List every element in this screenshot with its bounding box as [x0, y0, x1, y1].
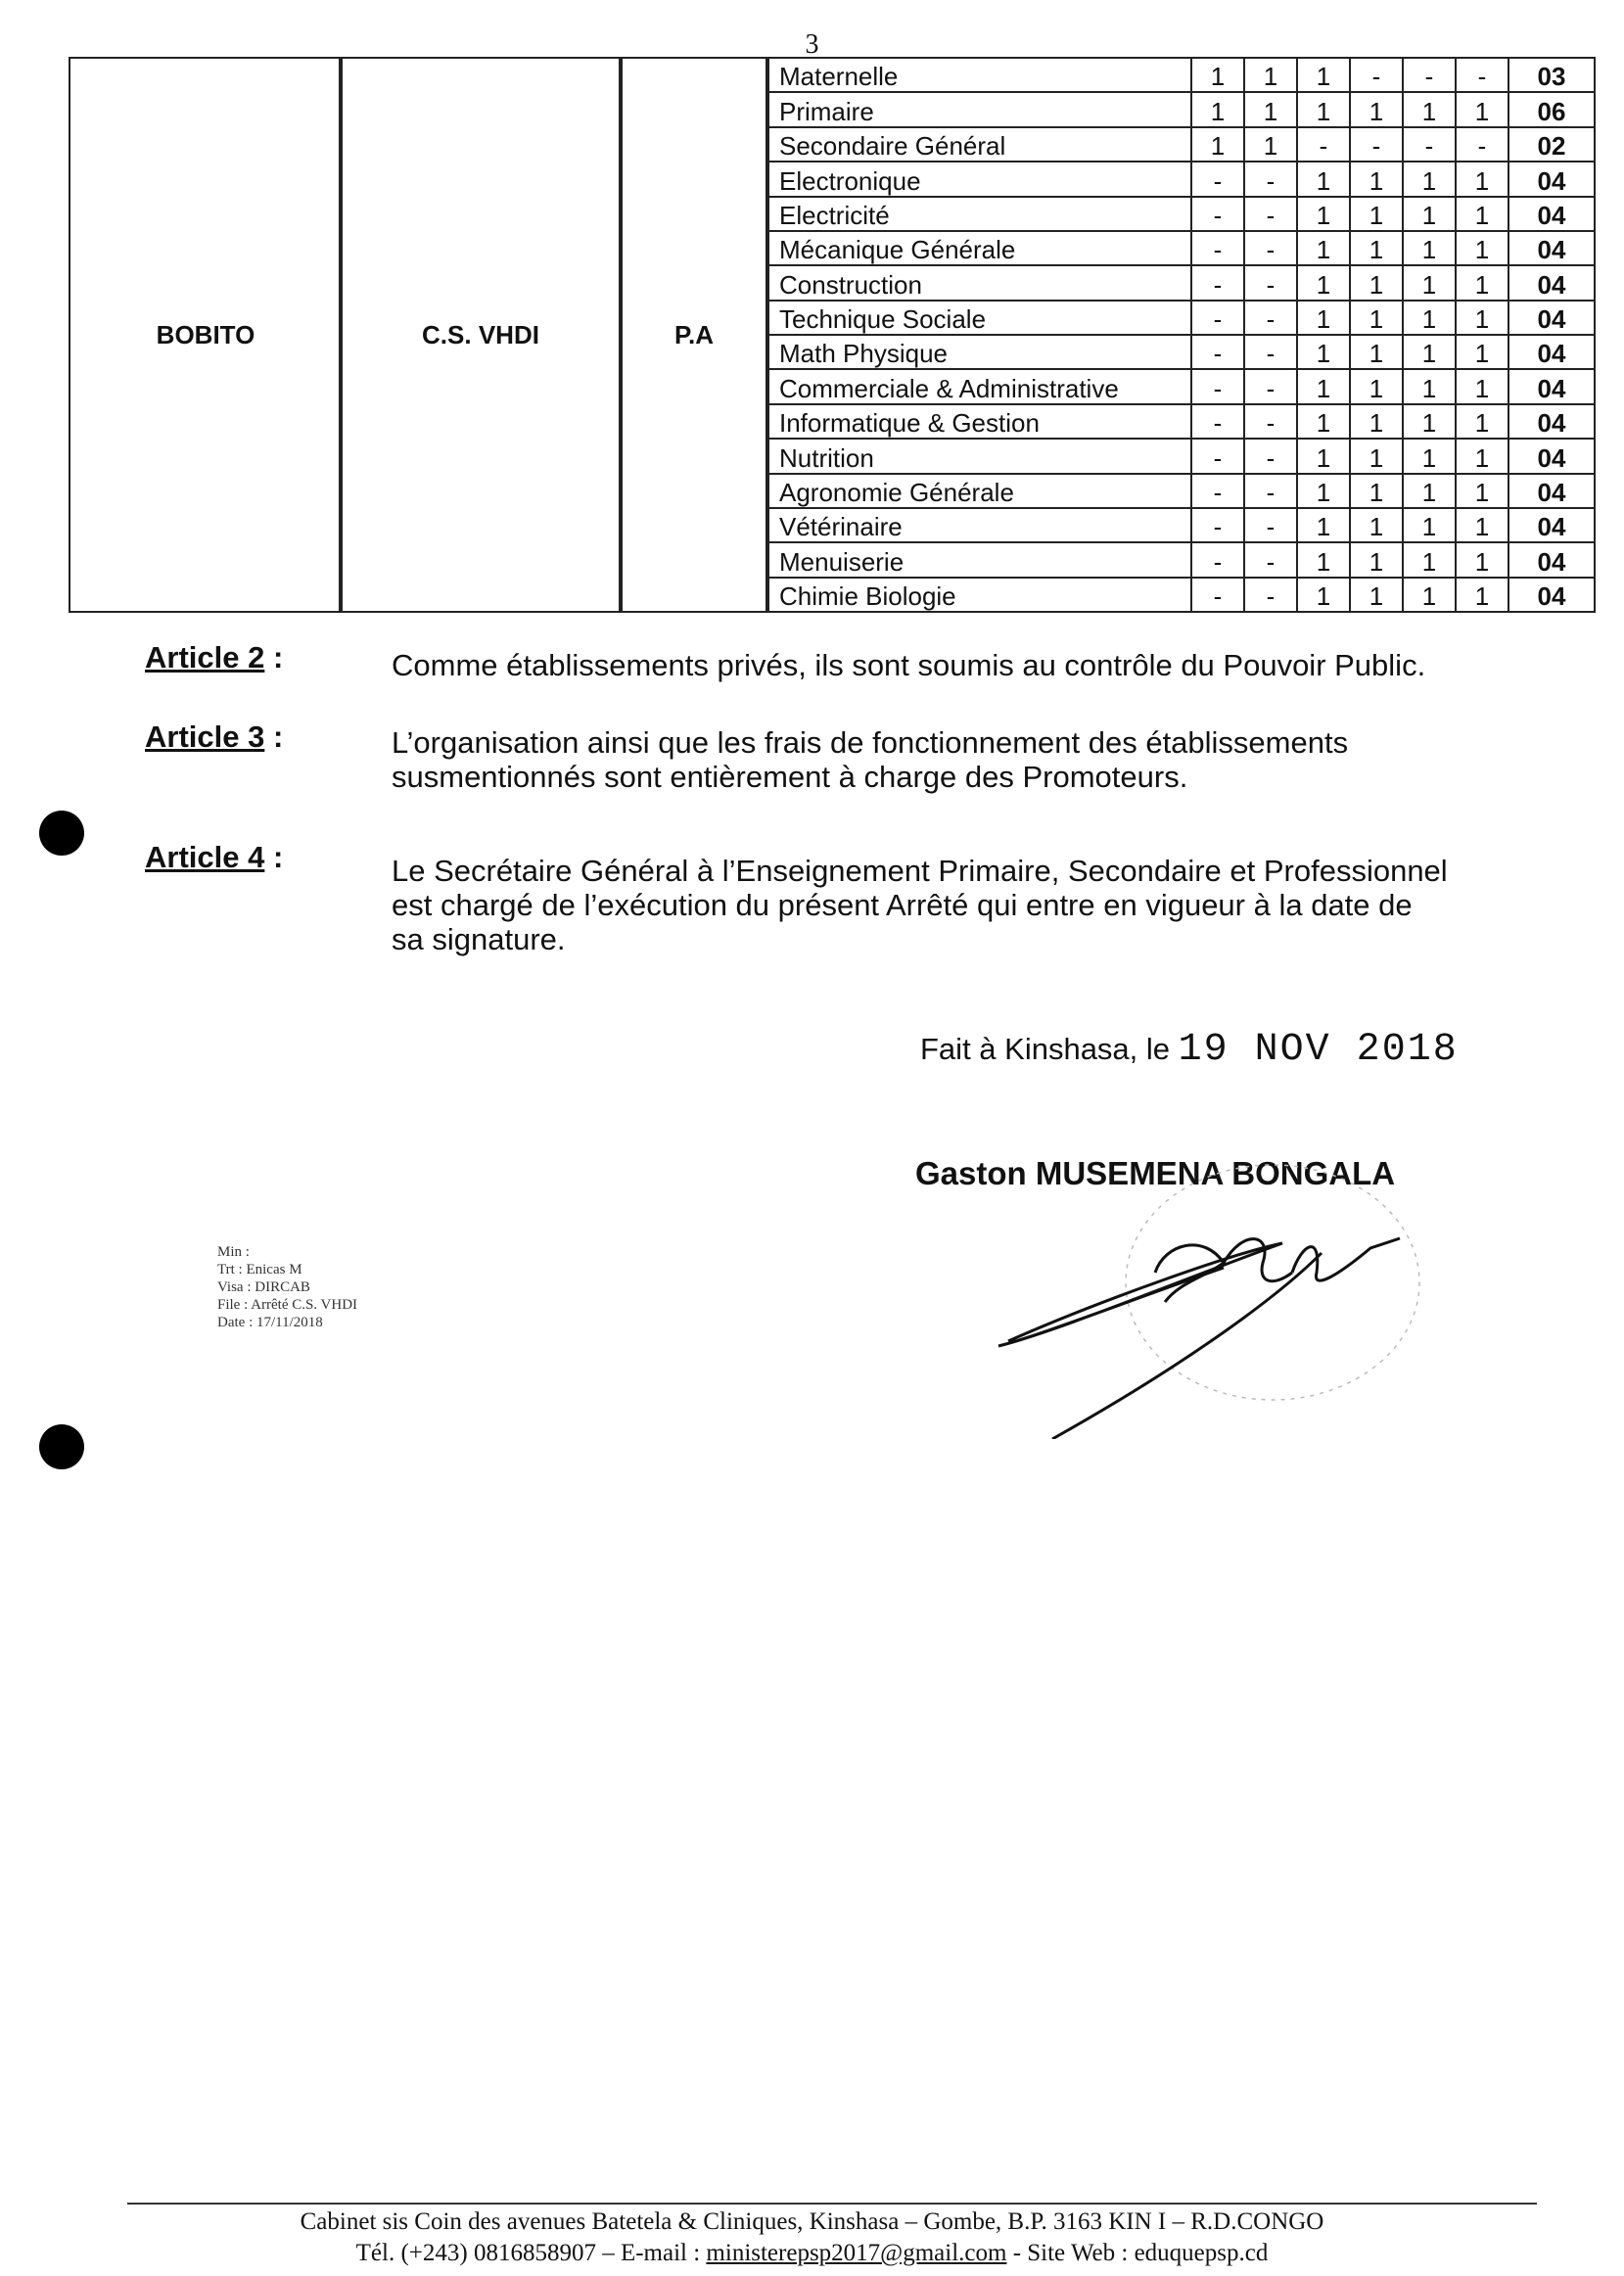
class-count: 1 [1297, 231, 1350, 265]
signoff-place: Fait à Kinshasa, le [920, 1032, 1171, 1066]
class-count: 1 [1403, 542, 1456, 577]
option-name: Agronomie Générale [766, 474, 1191, 508]
option-total: 04 [1508, 265, 1595, 300]
option-name: Nutrition [766, 439, 1191, 473]
class-count: 1 [1350, 162, 1403, 196]
class-count: 1 [1297, 542, 1350, 577]
option-total: 04 [1508, 335, 1595, 369]
footer-email-link[interactable]: ministerepsp2017@gmail.com [706, 2240, 1007, 2266]
class-count: - [1244, 439, 1297, 473]
table-row [766, 439, 1595, 473]
class-count: 1 [1350, 369, 1403, 403]
class-count: - [1244, 369, 1297, 403]
class-count: - [1191, 439, 1244, 473]
option-name: Construction [766, 265, 1191, 300]
class-count: - [1350, 58, 1403, 92]
class-count: 1 [1456, 301, 1508, 335]
option-total: 04 [1508, 301, 1595, 335]
class-count: 1 [1350, 542, 1403, 577]
class-count: 1 [1244, 127, 1297, 162]
binder-hole-top [39, 811, 84, 856]
option-total: 04 [1508, 404, 1595, 439]
option-total: 04 [1508, 542, 1595, 577]
class-count: 1 [1244, 58, 1297, 92]
class-count: 1 [1297, 197, 1350, 231]
class-count: 1 [1456, 197, 1508, 231]
option-name: Electronique [766, 162, 1191, 196]
option-total: 04 [1508, 474, 1595, 508]
class-count: - [1191, 265, 1244, 300]
class-count: - [1191, 197, 1244, 231]
footer-address: Cabinet sis Coin des avenues Batetela & Cliniques, Kinshasa – Gombe, B.P. 3163 KIN I – R.D.CONGO [300, 2208, 1324, 2235]
class-count: - [1297, 127, 1350, 162]
class-count: - [1191, 474, 1244, 508]
class-count: 1 [1350, 92, 1403, 126]
class-count: 1 [1350, 335, 1403, 369]
class-count: 1 [1403, 578, 1456, 612]
status-cell [619, 57, 769, 613]
class-count: - [1191, 578, 1244, 612]
article-3-text: L’organisation ainsi que les frais de fonctionnement des établissements susmentionnés sont entièrement à charge des Promoteurs. [392, 725, 1349, 794]
class-count: 1 [1403, 92, 1456, 126]
class-count: 1 [1403, 439, 1456, 473]
class-count: - [1191, 301, 1244, 335]
status-label: P.A [674, 319, 714, 349]
option-name: Secondaire Général [766, 127, 1191, 162]
footer-divider [127, 2203, 1537, 2205]
class-count: - [1244, 508, 1297, 542]
class-count: - [1191, 162, 1244, 196]
class-count: 1 [1403, 162, 1456, 196]
class-count: - [1191, 508, 1244, 542]
option-name: Commerciale & Administrative [766, 369, 1191, 403]
table-row [766, 197, 1595, 231]
class-count: 1 [1350, 265, 1403, 300]
class-count: - [1350, 127, 1403, 162]
school-label: C.S. VHDI [422, 319, 539, 349]
option-name: Electricité [766, 197, 1191, 231]
class-count: 1 [1191, 92, 1244, 126]
class-count: 1 [1456, 265, 1508, 300]
class-count: 1 [1456, 508, 1508, 542]
table-row [766, 301, 1595, 335]
locality-label: BOBITO [156, 319, 255, 349]
class-count: 1 [1297, 369, 1350, 403]
class-count: - [1244, 578, 1297, 612]
footer-contact: Tél. (+243) 0816858907 – E-mail : ministerepsp2017@gmail.com - Site Web : eduquepsp.cd [355, 2240, 1269, 2266]
school-options-table [69, 57, 1596, 613]
option-total: 04 [1508, 508, 1595, 542]
class-count: 1 [1350, 301, 1403, 335]
signatory-name: Gaston MUSEMENA BONGALA [915, 1155, 1396, 1191]
class-count: - [1244, 542, 1297, 577]
article-2-label: Article 2 : [145, 640, 284, 674]
locality-cell [69, 57, 343, 613]
class-count: - [1244, 404, 1297, 439]
table-row [766, 335, 1595, 369]
option-name: Math Physique [766, 335, 1191, 369]
class-count: - [1191, 335, 1244, 369]
table-row [766, 162, 1595, 196]
class-count: 1 [1403, 231, 1456, 265]
class-count: - [1191, 369, 1244, 403]
option-total: 02 [1508, 127, 1595, 162]
table-row [766, 265, 1595, 300]
class-count: - [1191, 231, 1244, 265]
class-count: - [1191, 542, 1244, 577]
class-count: 1 [1350, 474, 1403, 508]
class-count: 1 [1403, 508, 1456, 542]
class-count: - [1403, 58, 1456, 92]
table-row [766, 127, 1595, 162]
class-count: - [1456, 58, 1508, 92]
option-name: Vétérinaire [766, 508, 1191, 542]
class-count: - [1244, 335, 1297, 369]
class-count: 1 [1191, 58, 1244, 92]
article-4-label: Article 4 : [145, 840, 284, 874]
class-count: 1 [1244, 92, 1297, 126]
class-count: 1 [1297, 335, 1350, 369]
class-count: 1 [1456, 335, 1508, 369]
class-count: - [1244, 265, 1297, 300]
class-count: - [1244, 162, 1297, 196]
school-cell [339, 57, 623, 613]
class-count: - [1244, 301, 1297, 335]
article-4-text: Le Secrétaire Général à l’Enseignement Primaire, Secondaire et Professionnel est chargé de l’exécution du présent Arrêté qui entre en vigueur à la date de sa signature. [392, 854, 1448, 956]
binder-hole-bottom [39, 1424, 84, 1469]
option-total: 04 [1508, 439, 1595, 473]
class-count: - [1456, 127, 1508, 162]
table-row [766, 58, 1595, 92]
class-count: 1 [1297, 439, 1350, 473]
class-count: 1 [1456, 542, 1508, 577]
option-name: Informatique & Gestion [766, 404, 1191, 439]
class-count: 1 [1456, 439, 1508, 473]
class-count: 1 [1297, 474, 1350, 508]
option-total: 04 [1508, 369, 1595, 403]
table-row [766, 542, 1595, 577]
option-total: 03 [1508, 58, 1595, 92]
class-count: - [1244, 474, 1297, 508]
class-count: 1 [1297, 404, 1350, 439]
class-count: 1 [1403, 404, 1456, 439]
table-row [766, 508, 1595, 542]
option-name: Primaire [766, 92, 1191, 126]
class-count: - [1191, 404, 1244, 439]
table-row [766, 474, 1595, 508]
page-number: 3 [805, 29, 819, 60]
class-count: 1 [1456, 369, 1508, 403]
class-count: 1 [1350, 197, 1403, 231]
option-name: Maternelle [766, 58, 1191, 92]
class-count: 1 [1350, 404, 1403, 439]
class-count: 1 [1350, 508, 1403, 542]
class-count: 1 [1297, 508, 1350, 542]
class-count: 1 [1350, 231, 1403, 265]
option-total: 04 [1508, 578, 1595, 612]
option-name: Technique Sociale [766, 301, 1191, 335]
class-count: 1 [1403, 265, 1456, 300]
class-count: 1 [1456, 474, 1508, 508]
class-count: 1 [1297, 578, 1350, 612]
option-name: Menuiserie [766, 542, 1191, 577]
option-total: 04 [1508, 197, 1595, 231]
class-count: 1 [1403, 301, 1456, 335]
signoff-date-stamp: 19 NOV 2018 [1178, 1028, 1459, 1072]
class-count: 1 [1456, 404, 1508, 439]
table-row [766, 92, 1595, 126]
table-row [766, 578, 1595, 612]
article-2-text: Comme établissements privés, ils sont soumis au contrôle du Pouvoir Public. [392, 648, 1426, 682]
table-row [766, 404, 1595, 439]
class-count: 1 [1297, 162, 1350, 196]
class-count: 1 [1297, 301, 1350, 335]
handwritten-signature [979, 1136, 1439, 1439]
option-total: 04 [1508, 162, 1595, 196]
reference-block: Min : Trt : Enicas M Visa : DIRCAB File : Arrêté C.S. VHDI Date : 17/11/2018 [217, 1244, 358, 1330]
class-count: 1 [1403, 369, 1456, 403]
class-count: - [1244, 231, 1297, 265]
class-count: 1 [1456, 578, 1508, 612]
option-total: 06 [1508, 92, 1595, 126]
options-grid [766, 57, 1596, 613]
class-count: 1 [1456, 162, 1508, 196]
option-name: Chimie Biologie [766, 578, 1191, 612]
class-count: 1 [1350, 439, 1403, 473]
signoff [920, 1028, 1459, 1072]
class-count: 1 [1456, 92, 1508, 126]
class-count: 1 [1191, 127, 1244, 162]
class-count: 1 [1403, 335, 1456, 369]
class-count: 1 [1403, 197, 1456, 231]
class-count: 1 [1403, 474, 1456, 508]
table-row [766, 231, 1595, 265]
option-name: Mécanique Générale [766, 231, 1191, 265]
class-count: - [1244, 197, 1297, 231]
article-3-label: Article 3 : [145, 720, 284, 754]
option-total: 04 [1508, 231, 1595, 265]
class-count: 1 [1297, 58, 1350, 92]
class-count: 1 [1350, 578, 1403, 612]
class-count: 1 [1297, 92, 1350, 126]
class-count: 1 [1297, 265, 1350, 300]
class-count: 1 [1456, 231, 1508, 265]
table-row [766, 369, 1595, 403]
class-count: - [1403, 127, 1456, 162]
